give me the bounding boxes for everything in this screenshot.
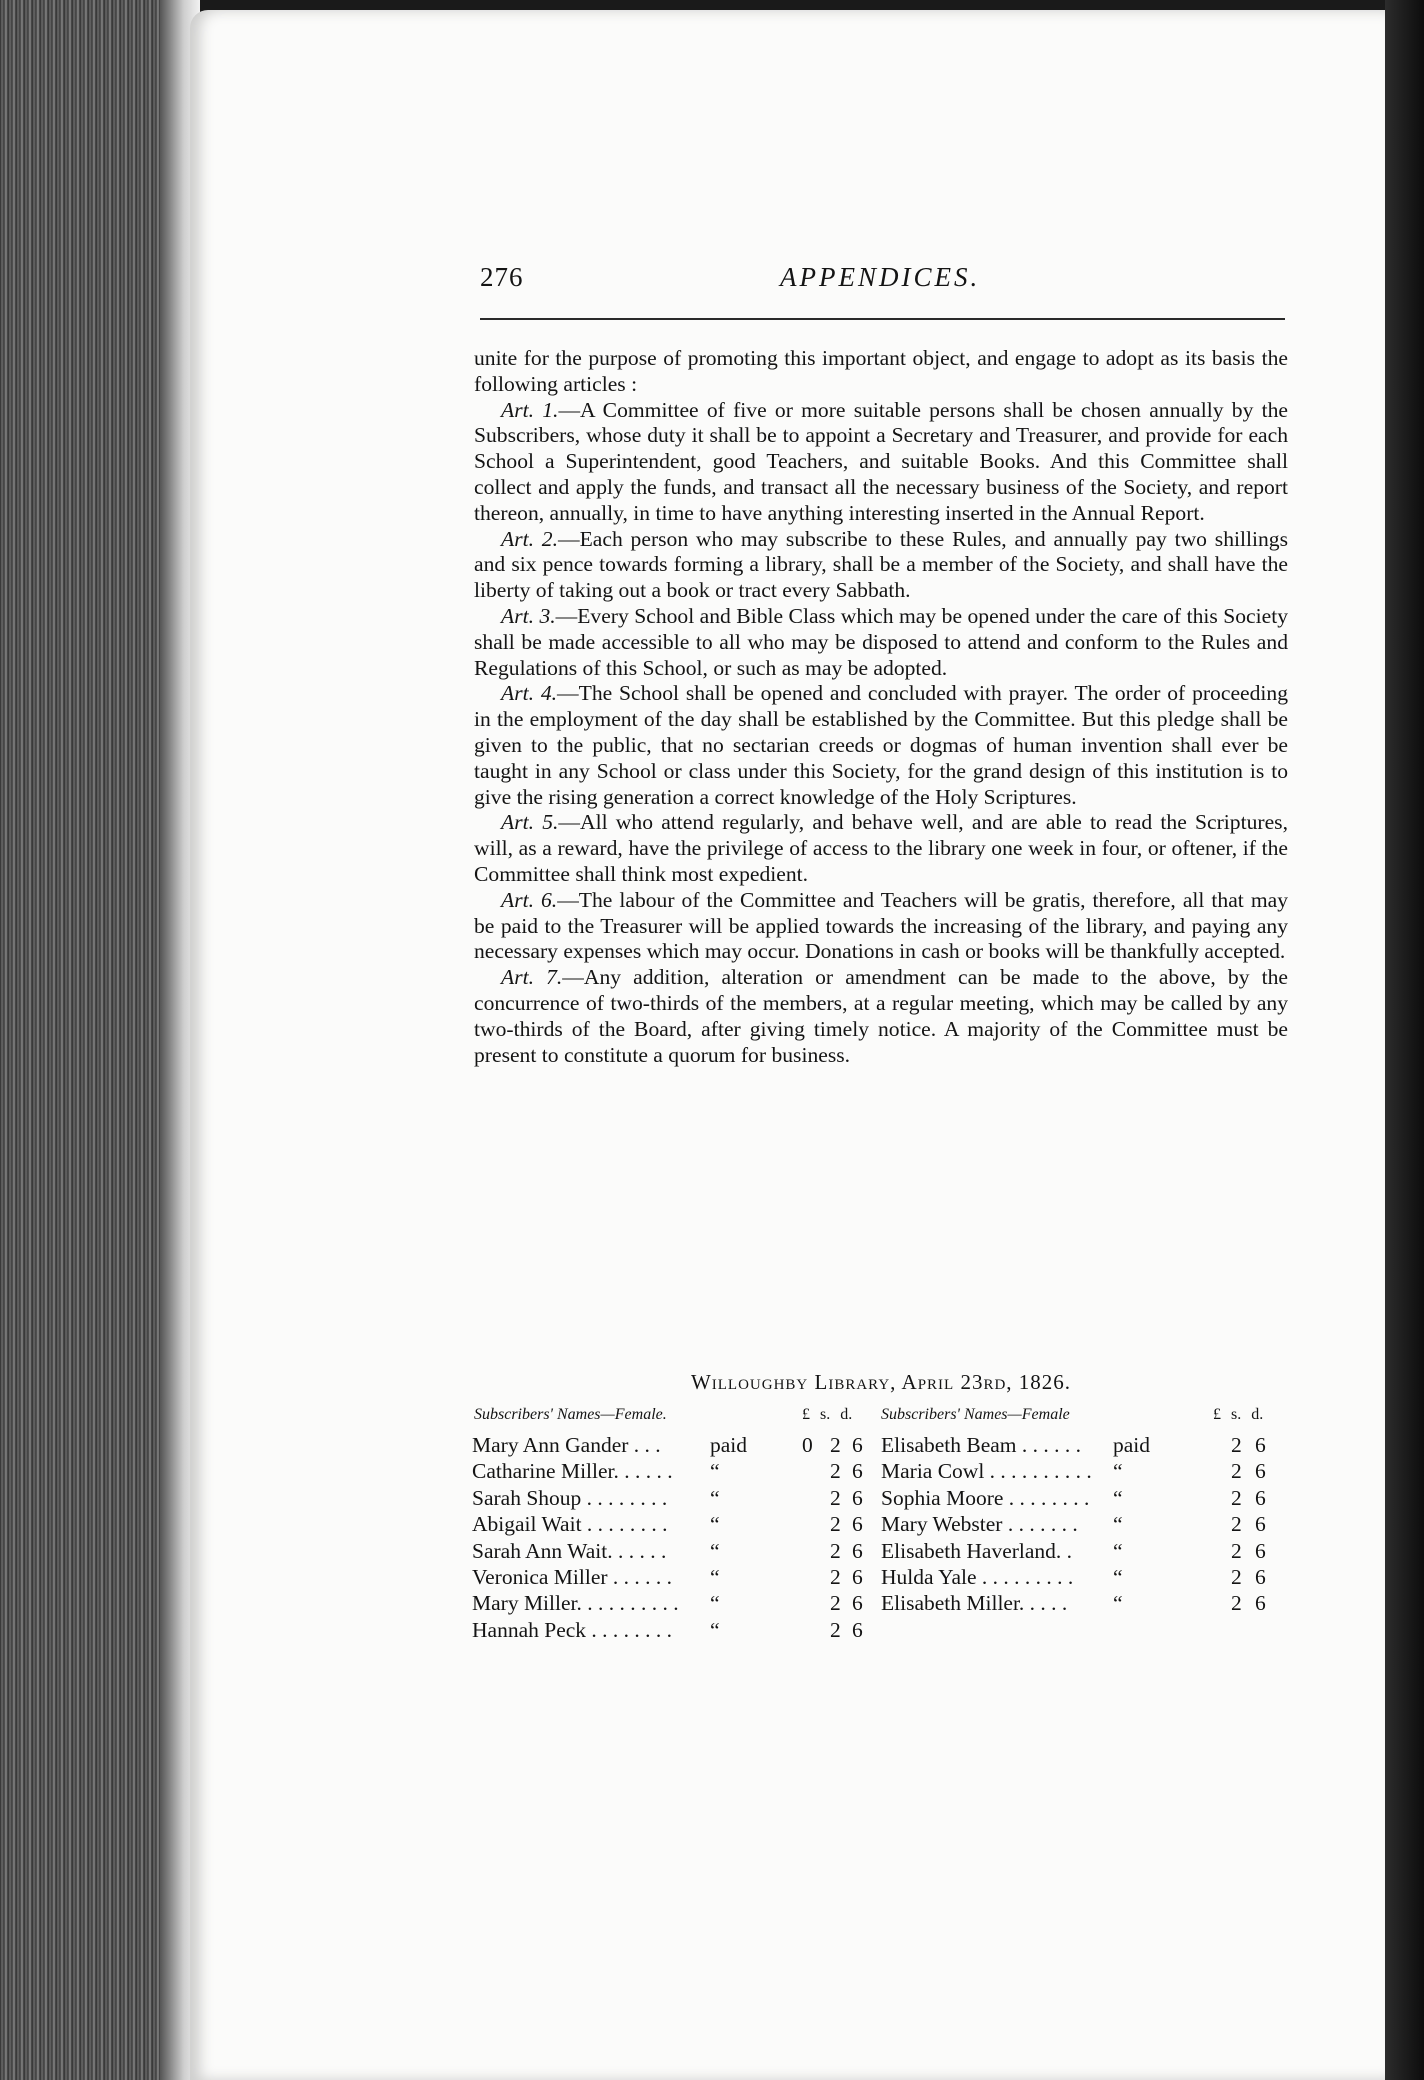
paid-status: paid xyxy=(710,1433,748,1457)
pence-value: 6 xyxy=(1255,1512,1266,1537)
shillings-value: 2 xyxy=(1231,1564,1242,1589)
right-money-heading: £ s. d. xyxy=(1213,1406,1264,1423)
paid-status: “ xyxy=(1113,1591,1123,1616)
subscriber-row xyxy=(472,1458,872,1484)
article-text: —The School shall be opened and concluded with prayer. The order of proceeding in the employment of the day shall be established by the Committee. But this pledge shall be given to the public, that no sectarian creeds or dogmas of human invention shall ever be taught in any School or class under this Society, for the grand design of this institution is to give the rising generation a correct knowledge of the Holy Scriptures. xyxy=(474,681,1289,809)
article-6 xyxy=(474,888,1288,965)
page-header xyxy=(480,262,1285,312)
shillings-value: 2 xyxy=(1231,1459,1242,1484)
paid-status: paid xyxy=(1113,1433,1151,1457)
subscriber-name: Maria Cowl . . . . . . . . . . xyxy=(881,1459,1092,1484)
pounds-value: 0 xyxy=(802,1433,813,1457)
subscriber-row xyxy=(881,1485,1281,1511)
pence-value: 6 xyxy=(1255,1538,1266,1563)
right-gutter xyxy=(1385,0,1424,2080)
pence-value: 6 xyxy=(852,1538,863,1563)
subscriber-row xyxy=(472,1564,872,1590)
subscriber-name: Elisabeth Beam . . . . . . xyxy=(881,1433,1082,1457)
paid-status: “ xyxy=(710,1564,720,1589)
article-label: Art. 3. xyxy=(501,603,556,628)
header-rule xyxy=(480,318,1285,320)
paid-status: “ xyxy=(710,1485,720,1510)
subscriber-row xyxy=(881,1538,1281,1564)
subscriber-name: Mary Ann Gander . . . xyxy=(472,1433,661,1457)
article-text: —Every School and Bible Class which may be opened under the care of this Society shall be made accessible to all who may be disposed to attend and conform to the Rules and Regulations of this School, or such as may be adopted. xyxy=(474,603,1288,680)
right-subscriber-list xyxy=(881,1432,1281,1617)
subscriber-name: Catharine Miller. . . . . . xyxy=(472,1459,673,1484)
article-5 xyxy=(474,810,1288,887)
shillings-value: 2 xyxy=(1231,1512,1242,1537)
subscriber-row xyxy=(472,1511,872,1537)
subscriber-row xyxy=(881,1511,1281,1537)
library-title: Willoughby Library, April 23rd, 1826. xyxy=(690,1370,1072,1394)
subscriber-name: Mary Webster . . . . . . . xyxy=(881,1512,1078,1537)
shillings-value: 2 xyxy=(1231,1538,1242,1563)
subscriber-name: Abigail Wait . . . . . . . . xyxy=(472,1512,668,1537)
subscriber-row xyxy=(881,1590,1281,1616)
subscriber-row xyxy=(472,1617,872,1643)
article-4 xyxy=(474,681,1288,810)
pence-value: 6 xyxy=(1255,1485,1266,1510)
subscriber-row xyxy=(881,1458,1281,1484)
subscriber-name: Hannah Peck . . . . . . . . xyxy=(472,1617,673,1642)
paid-status: “ xyxy=(710,1459,720,1484)
pence-value: 6 xyxy=(1255,1564,1266,1589)
pence-value: 6 xyxy=(852,1433,863,1457)
article-3 xyxy=(474,604,1288,681)
running-head: APPENDICES. xyxy=(780,262,981,292)
shillings-value: 2 xyxy=(1231,1485,1242,1510)
subscriber-row xyxy=(472,1590,872,1616)
paid-status: “ xyxy=(1113,1459,1123,1484)
subscriber-row xyxy=(881,1432,1281,1458)
article-text: —The labour of the Committee and Teachers will be gratis, therefore, all that may be paid to the Treasurer will be applied towards the increasing of the library, and paying any necessary expenses which may occur. Donations in cash or books will be thankfully accepted. xyxy=(474,887,1288,964)
article-label: Art. 1. xyxy=(501,397,559,422)
pence-value: 6 xyxy=(852,1564,863,1589)
subscriber-name: Elisabeth Haverland. . xyxy=(881,1538,1073,1563)
body-text xyxy=(474,346,1288,1068)
left-subscriber-list xyxy=(472,1432,872,1643)
article-label: Art. 5. xyxy=(501,810,559,835)
shillings-value: 2 xyxy=(830,1512,841,1537)
left-column-heading: Subscribers' Names—Female. xyxy=(474,1406,667,1423)
paid-status: “ xyxy=(710,1512,720,1537)
shillings-value: 2 xyxy=(830,1459,841,1484)
right-column-heading: Subscribers' Names—Female xyxy=(881,1406,1070,1423)
subscriber-row xyxy=(472,1432,872,1458)
paid-status: “ xyxy=(1113,1538,1123,1563)
subscriber-name: Sophia Moore . . . . . . . . xyxy=(881,1485,1090,1510)
article-label: Art. 7. xyxy=(501,965,563,990)
pence-value: 6 xyxy=(1255,1433,1266,1457)
left-money-heading: £ s. d. xyxy=(802,1406,853,1423)
pence-value: 6 xyxy=(852,1591,863,1616)
article-label: Art. 2. xyxy=(501,526,558,551)
paid-status: “ xyxy=(710,1538,720,1563)
article-1 xyxy=(474,398,1288,527)
subscriber-name: Mary Miller. . . . . . . . . . xyxy=(472,1591,679,1616)
shillings-value: 2 xyxy=(1231,1433,1242,1457)
pence-value: 6 xyxy=(1255,1459,1266,1484)
shillings-value: 2 xyxy=(830,1591,841,1616)
paid-status: “ xyxy=(1113,1512,1123,1537)
subscriber-name: Veronica Miller . . . . . . xyxy=(472,1564,673,1589)
pence-value: 6 xyxy=(852,1459,863,1484)
book-page-edges xyxy=(0,0,175,2080)
article-text: —Each person who may subscribe to these Rules, and annually pay two shillings and six pence towards forming a library, shall be a member of the Society, and shall have the liberty of taking out a book or tract every Sabbath. xyxy=(474,526,1288,603)
paid-status: “ xyxy=(1113,1485,1123,1510)
pence-value: 6 xyxy=(852,1485,863,1510)
shillings-value: 2 xyxy=(830,1564,841,1589)
article-2 xyxy=(474,527,1288,604)
pence-value: 6 xyxy=(852,1512,863,1537)
article-text: —A Committee of five or more suitable persons shall be chosen annually by the Subscribers, whose duty it shall be to appoint a Secretary and Treasurer, and provide for each School a Superintendent, good Teachers, and suitable Books. And this Committee shall collect and apply the funds, and transact all the necessary business of the Society, and report thereon, annually, in time to have anything interesting inserted in the Annual Report. xyxy=(474,397,1288,525)
subscriber-row xyxy=(472,1538,872,1564)
article-label: Art. 4. xyxy=(501,681,558,706)
subscriber-row xyxy=(472,1485,872,1511)
subscriber-name: Elisabeth Miller. . . . . xyxy=(881,1591,1068,1616)
shillings-value: 2 xyxy=(830,1617,841,1642)
subscriber-name: Sarah Ann Wait. . . . . . xyxy=(472,1538,667,1563)
article-7 xyxy=(474,965,1288,1068)
shillings-value: 2 xyxy=(830,1538,841,1563)
subscriber-row xyxy=(881,1564,1281,1590)
paid-status: “ xyxy=(710,1617,720,1642)
article-label: Art. 6. xyxy=(501,887,558,912)
article-text: —Any addition, alteration or amendment can be made to the above, by the concurrence of two-thirds of the members, at a regular meeting, which may be called by any two-thirds of the Board, after giving timely notice. A majority of the Committee must be present to constitute a quorum for business. xyxy=(474,965,1288,1067)
pence-value: 6 xyxy=(1255,1591,1266,1616)
shillings-value: 2 xyxy=(1231,1591,1242,1616)
subscriber-name: Hulda Yale . . . . . . . . . xyxy=(881,1564,1074,1589)
subscriber-name: Sarah Shoup . . . . . . . . xyxy=(472,1485,668,1510)
shillings-value: 2 xyxy=(830,1485,841,1510)
paid-status: “ xyxy=(710,1591,720,1616)
article-text: —All who attend regularly, and behave well, and are able to read the Scriptures, will, as a reward, have the privilege of access to the library one week in four, or oftener, if the Committee shall think most expedient. xyxy=(474,810,1288,886)
intro-paragraph: unite for the purpose of promoting this important object, and engage to adopt as its basis the following articles : xyxy=(474,346,1288,396)
shillings-value: 2 xyxy=(830,1433,841,1457)
paid-status: “ xyxy=(1113,1564,1123,1589)
pence-value: 6 xyxy=(852,1617,863,1642)
page-number: 276 xyxy=(480,262,524,292)
